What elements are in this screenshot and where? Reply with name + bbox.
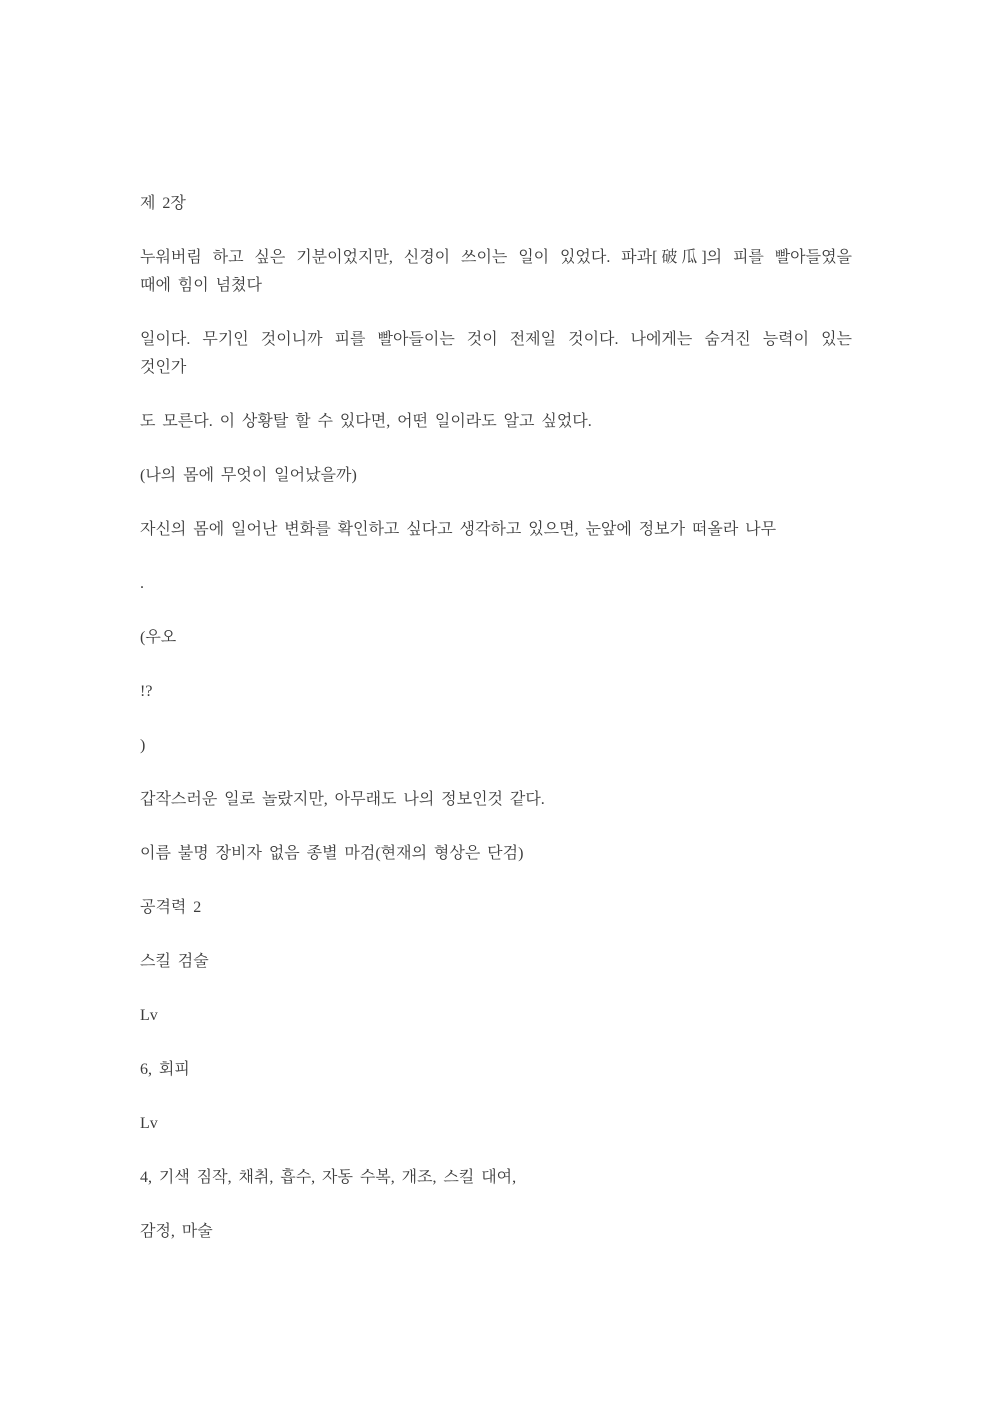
paragraph (140, 516, 852, 544)
status-line: Lv (140, 1115, 158, 1132)
paragraph (140, 462, 852, 490)
paragraph (140, 408, 852, 436)
paragraph (140, 732, 852, 760)
status-window-attack (140, 894, 852, 922)
status-window-skill-list (140, 1056, 852, 1084)
body-line: 자신의 몸에 일어난 변화를 확인하고 싶다고 생각하고 있으면, 눈앞에 정보가 떠올라 나무 (140, 521, 777, 538)
status-window-skill (140, 948, 852, 976)
paragraph (140, 244, 852, 300)
status-window-item-name (140, 840, 852, 868)
paragraph (140, 570, 852, 598)
paragraph (140, 678, 852, 706)
status-line: 4, 기색 짐작, 채취, 흡수, 자동 수복, 개조, 스킬 대여, (140, 1169, 517, 1186)
inner-thought-line: ) (140, 737, 146, 754)
body-line: 도 모른다. 이 상황탈 할 수 있다면, 어떤 일이라도 알고 싶었다. (140, 413, 592, 430)
status-line: 공격력 2 (140, 899, 202, 916)
status-window-level-label (140, 1002, 852, 1030)
body-line: 것인가 (140, 359, 187, 376)
body-line: 일이다. 무기인 것이니까 피를 빨아들이는 것이 전제일 것이다. 나에게는 숨겨진 능력이 있는 (140, 331, 852, 348)
status-window-skill-list (140, 1164, 852, 1192)
inner-thought-line: (우오 (140, 629, 177, 646)
body-line: 누워버림 하고 싶은 기분이었지만, 신경이 쓰이는 일이 있었다. 파과[破瓜]의 피를 빨아들였을 (140, 249, 852, 266)
status-line: Lv (140, 1007, 158, 1024)
body-line: 때에 힘이 넘쳤다 (140, 277, 262, 294)
status-line: 스킬 검술 (140, 953, 209, 970)
chapter-heading: 제 2장 (140, 195, 186, 212)
inner-thought-line: (나의 몸에 무엇이 일어났을까) (140, 467, 357, 484)
paragraph (140, 326, 852, 382)
body-line: . (140, 575, 144, 592)
status-line: 6, 회피 (140, 1061, 190, 1078)
paragraph (140, 786, 852, 814)
body-line: 갑작스러운 일로 놀랐지만, 아무래도 나의 정보인것 같다. (140, 791, 545, 808)
inner-thought-line: !? (140, 683, 153, 700)
status-window-skill-list (140, 1218, 852, 1246)
chapter-heading-block (140, 190, 852, 218)
status-line: 감정, 마술 (140, 1223, 213, 1240)
status-line: 이름 불명 장비자 없음 종별 마검(현재의 형상은 단검) (140, 845, 524, 862)
paragraph (140, 624, 852, 652)
status-window-level-label (140, 1110, 852, 1138)
